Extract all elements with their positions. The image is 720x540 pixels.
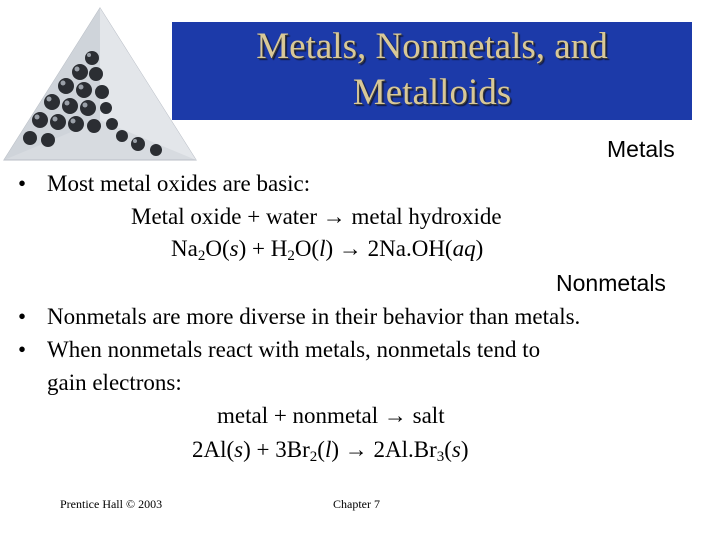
footer-chapter: Chapter 7 [333, 497, 380, 511]
title-line-2: Metalloids [352, 72, 512, 113]
metal-oxide-equation: Metal oxide + water → metal hydroxide [131, 204, 502, 229]
sodium-oxide-equation: $Na_2O(s) + H_2O(l) \to 2Na.OH(aq)$ [171, 236, 484, 264]
nonmetals-heading: Nonmetals [556, 270, 666, 296]
bullet-symbol: • [18, 304, 27, 329]
bullet-text: Nonmetals are more diverse in their behavior than metals. [47, 304, 581, 329]
metals-heading: Metals [607, 136, 675, 162]
aluminum-bromide-equation: $2Al(s) + 3Br_2(l) \to 2Al.Br_3(s)$ [192, 437, 469, 465]
salt-equation: metal + nonmetal → salt [217, 403, 445, 428]
bullet-text-line-1: When nonmetals react with metals, nonmetals tend to [47, 337, 541, 362]
periodic-crystal-logo [0, 0, 200, 168]
bullet-text: Most metal oxides are basic: [47, 171, 311, 196]
title-line-1: Metals, Nonmetals, and [256, 26, 608, 67]
bullet-symbol: • [18, 171, 27, 196]
bullet-symbol: • [18, 337, 27, 362]
footer-publisher: Prentice Hall © 2003 [60, 497, 163, 511]
bullet-text-line-2: gain electrons: [47, 370, 182, 395]
slide-title [172, 24, 692, 116]
